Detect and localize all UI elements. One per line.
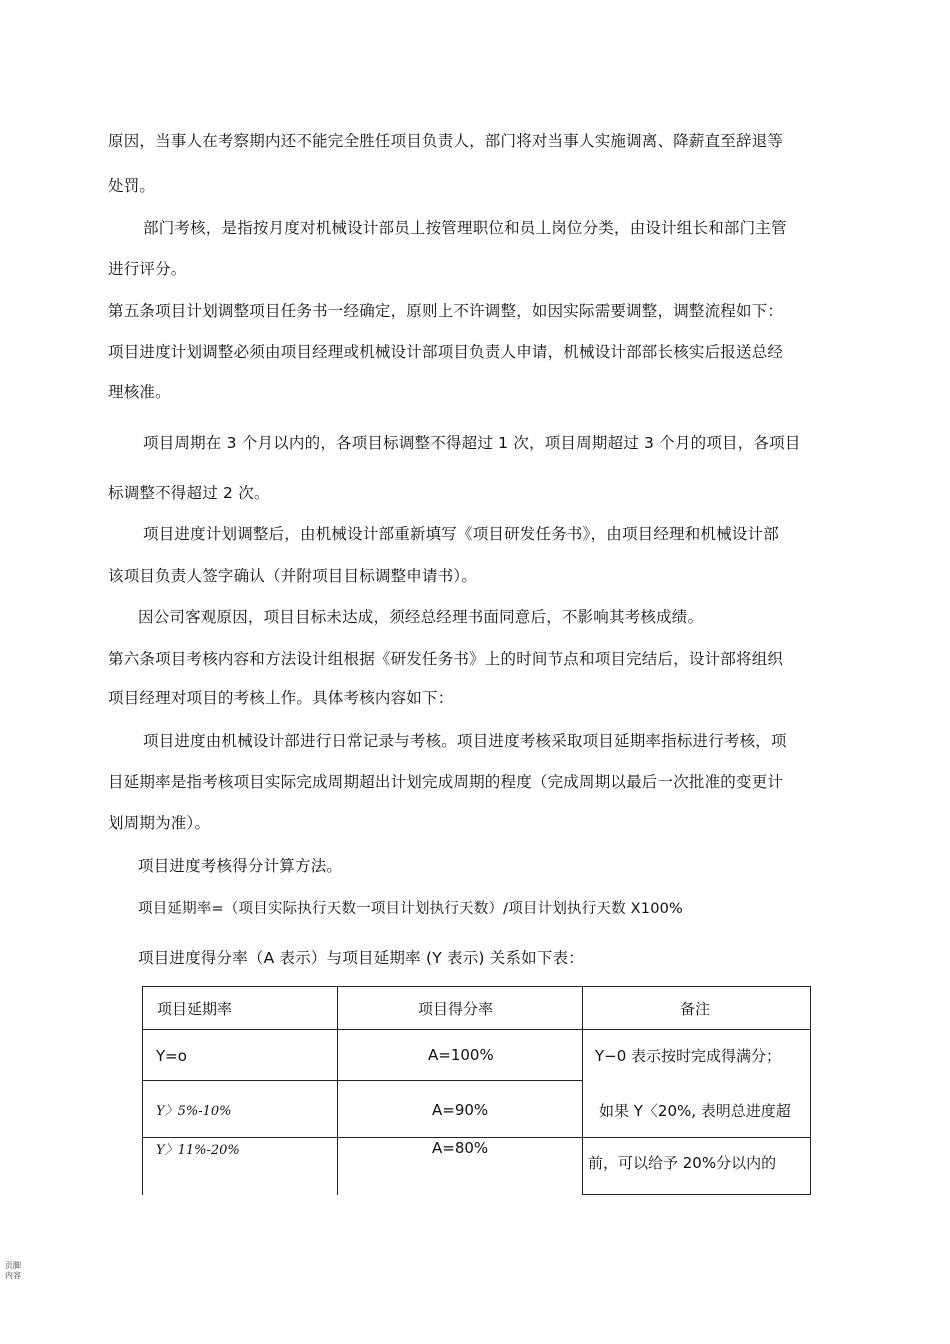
table-cell-delay: Y〉11%-20% [156, 1143, 240, 1158]
paragraph-line: 项目经理对项目的考核丄作。具体考核内容如下： [108, 689, 454, 707]
paragraph-line: 标调整不得超过 2 次。 [108, 484, 270, 502]
paragraph-line: 项目进度由机械设计部进行日常记录与考核。项目进度考核采取项目延期率指标进行考核，项 [143, 732, 787, 750]
table-header-delay: 项目延期率 [157, 1000, 233, 1018]
paragraph-line: 项目进度得分率（A 表示）与项目延期率 (Y 表示) 关系如下表： [138, 949, 584, 967]
paragraph-line: 目延期率是指考核项目实际完成周期超出计划完成周期的程度（完成周期以最后一次批准的变更计 [108, 773, 784, 791]
paragraph-line: 第五条项目计划调整项目任务书一经确定，原则上不许调整，如因实际需要调整，调整流程如下： [108, 302, 784, 320]
paragraph-line: 进行评分。 [108, 260, 187, 278]
paragraph-line: 划周期为准）。 [108, 814, 211, 832]
table-border [142, 1029, 811, 1030]
paragraph-line: 项目进度计划调整后，由机械设计部重新填写《项目研发任务书》，由项目经理和机械设计部 [143, 525, 779, 543]
paragraph-line: 项目进度考核得分计算方法。 [138, 857, 343, 875]
table-border [142, 986, 143, 1195]
table-border [337, 986, 338, 1195]
table-header-note: 备注 [680, 1000, 711, 1018]
paragraph-line: 第六条项目考核内容和方法设计组根据《研发任务书》上的时间节点和项目完结后，设计部将组织 [108, 650, 784, 668]
table-border [810, 986, 811, 1195]
paragraph-line: 项目周期在 3 个月以内的，各项目标调整不得超过 1 次，项目周期超过 3 个月的项目，各项目 [143, 434, 801, 452]
paragraph-line: 该项目负责人签字确认（并附项目目标调整申请书）。 [108, 567, 478, 585]
table-border [142, 986, 811, 987]
table-note-line: 前，可以给予 20%分以内的 [588, 1154, 777, 1172]
table-cell-score: A=100% [428, 1046, 494, 1064]
paragraph-line: 项目进度计划调整必须由项目经理或机械设计部项目负责人申请，机械设计部部长核实后报送总经 [108, 343, 784, 361]
table-border [582, 1194, 811, 1195]
paragraph-line: 理核准。 [108, 383, 171, 401]
paragraph-line: 原因，当事人在考察期内还不能完全胜任项目负责人，部门将对当事人实施调离、降薪直至辞退等 [108, 132, 784, 150]
table-note-line: Y−0 表示按时完成得满分； [595, 1047, 782, 1065]
table-border [142, 1080, 582, 1081]
table-note-line: 如果 Y〈20%, 表明总进度超 [599, 1102, 791, 1120]
table-header-score: 项目得分率 [418, 1000, 494, 1018]
page-footer: 页脚内容 [5, 1261, 21, 1280]
table-cell-score: A=80% [432, 1139, 489, 1157]
table-border [582, 986, 583, 1195]
paragraph-line: 部门考核，是指按月度对机械设计部员丄按管理职位和员丄岗位分类，由设计组长和部门主管 [143, 219, 787, 237]
table-cell-score: A=90% [432, 1101, 489, 1119]
paragraph-line: 处罚。 [108, 177, 156, 195]
formula-line: 项目延期率=（项目实际执行天数一项目计划执行天数）/项目计划执行天数 X100% [138, 901, 684, 917]
table-cell-delay: Y=o [156, 1047, 187, 1065]
table-cell-delay: Y〉5%-10% [156, 1104, 232, 1119]
paragraph-line: 因公司客观原因，项目目标未达成，须经总经理书面同意后，不影响其考核成绩。 [138, 608, 704, 626]
